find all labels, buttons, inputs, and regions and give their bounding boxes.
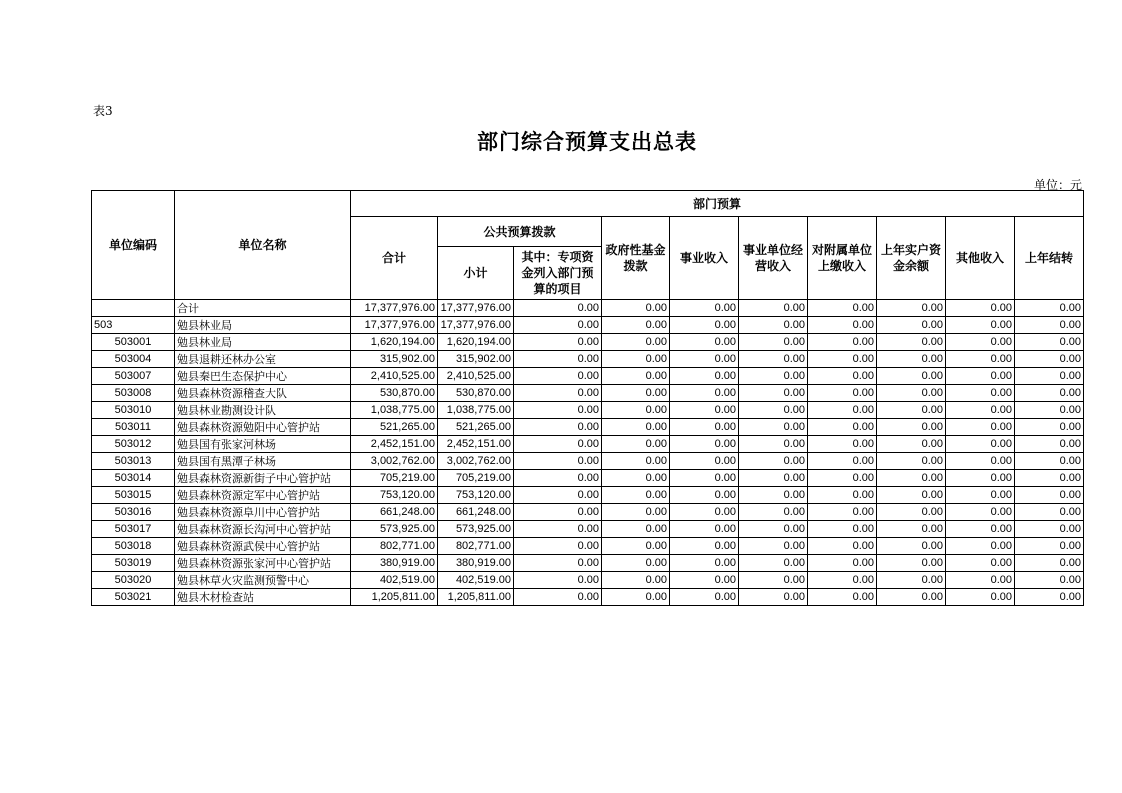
total-cell: 402,519.00 [351, 572, 438, 589]
career-income-cell: 0.00 [670, 402, 739, 419]
gov-fund-cell: 0.00 [602, 453, 670, 470]
special-items-cell: 0.00 [514, 572, 602, 589]
subtotal-cell: 1,620,194.00 [438, 334, 514, 351]
business-income-cell: 0.00 [739, 487, 808, 504]
special-items-cell: 0.00 [514, 436, 602, 453]
unit-code-cell: 503012 [92, 436, 175, 453]
unit-name-cell: 勉县森林资源勉阳中心管护站 [175, 419, 351, 436]
subsidiary-income-cell: 0.00 [808, 317, 877, 334]
total-cell: 1,620,194.00 [351, 334, 438, 351]
subtotal-cell: 530,870.00 [438, 385, 514, 402]
header-business-income: 事业单位经营收入 [739, 217, 808, 300]
career-income-cell: 0.00 [670, 385, 739, 402]
gov-fund-cell: 0.00 [602, 300, 670, 317]
table-row [92, 504, 1084, 521]
prior-balance-cell: 0.00 [877, 453, 946, 470]
other-income-cell: 0.00 [946, 487, 1015, 504]
other-income-cell: 0.00 [946, 402, 1015, 419]
business-income-cell: 0.00 [739, 436, 808, 453]
table-row [92, 453, 1084, 470]
table-row [92, 419, 1084, 436]
subsidiary-income-cell: 0.00 [808, 419, 877, 436]
total-cell: 1,038,775.00 [351, 402, 438, 419]
unit-name-cell: 勉县退耕还林办公室 [175, 351, 351, 368]
special-items-cell: 0.00 [514, 385, 602, 402]
other-income-cell: 0.00 [946, 419, 1015, 436]
subsidiary-income-cell: 0.00 [808, 300, 877, 317]
prior-balance-cell: 0.00 [877, 504, 946, 521]
unit-code-cell: 503020 [92, 572, 175, 589]
unit-code-cell: 503013 [92, 453, 175, 470]
special-items-cell: 0.00 [514, 487, 602, 504]
unit-name-cell: 勉县秦巴生态保护中心 [175, 368, 351, 385]
gov-fund-cell: 0.00 [602, 317, 670, 334]
career-income-cell: 0.00 [670, 521, 739, 538]
unit-code-cell: 503001 [92, 334, 175, 351]
unit-name-cell: 勉县林业勘测设计队 [175, 402, 351, 419]
total-cell: 573,925.00 [351, 521, 438, 538]
table-row [92, 487, 1084, 504]
header-unit-name: 单位名称 [175, 191, 351, 300]
gov-fund-cell: 0.00 [602, 555, 670, 572]
prior-balance-cell: 0.00 [877, 368, 946, 385]
total-cell: 521,265.00 [351, 419, 438, 436]
unit-name-cell: 勉县森林资源稽查大队 [175, 385, 351, 402]
carryover-cell: 0.00 [1015, 453, 1084, 470]
subtotal-cell: 17,377,976.00 [438, 300, 514, 317]
special-items-cell: 0.00 [514, 453, 602, 470]
carryover-cell: 0.00 [1015, 572, 1084, 589]
gov-fund-cell: 0.00 [602, 385, 670, 402]
subsidiary-income-cell: 0.00 [808, 572, 877, 589]
career-income-cell: 0.00 [670, 504, 739, 521]
subtotal-cell: 753,120.00 [438, 487, 514, 504]
total-cell: 705,219.00 [351, 470, 438, 487]
header-special-items: 其中：专项资金列入部门预算的项目 [514, 247, 602, 300]
unit-code-cell: 503018 [92, 538, 175, 555]
prior-balance-cell: 0.00 [877, 300, 946, 317]
special-items-cell: 0.00 [514, 368, 602, 385]
table-row [92, 572, 1084, 589]
business-income-cell: 0.00 [739, 453, 808, 470]
special-items-cell: 0.00 [514, 334, 602, 351]
other-income-cell: 0.00 [946, 334, 1015, 351]
header-public-budget: 公共预算拨款 [438, 217, 602, 247]
subtotal-cell: 661,248.00 [438, 504, 514, 521]
carryover-cell: 0.00 [1015, 436, 1084, 453]
table-row [92, 538, 1084, 555]
gov-fund-cell: 0.00 [602, 538, 670, 555]
subsidiary-income-cell: 0.00 [808, 368, 877, 385]
unit-name-cell: 勉县森林资源新街子中心管护站 [175, 470, 351, 487]
unit-code-cell: 503017 [92, 521, 175, 538]
header-subtotal: 小计 [438, 247, 514, 300]
gov-fund-cell: 0.00 [602, 419, 670, 436]
business-income-cell: 0.00 [739, 572, 808, 589]
carryover-cell: 0.00 [1015, 419, 1084, 436]
business-income-cell: 0.00 [739, 317, 808, 334]
unit-code-cell: 503016 [92, 504, 175, 521]
subsidiary-income-cell: 0.00 [808, 453, 877, 470]
subsidiary-income-cell: 0.00 [808, 385, 877, 402]
special-items-cell: 0.00 [514, 300, 602, 317]
table-number: 表3 [93, 104, 113, 118]
unit-name-cell: 勉县林业局 [175, 334, 351, 351]
carryover-cell: 0.00 [1015, 555, 1084, 572]
special-items-cell: 0.00 [514, 317, 602, 334]
career-income-cell: 0.00 [670, 368, 739, 385]
prior-balance-cell: 0.00 [877, 572, 946, 589]
unit-code-cell: 503007 [92, 368, 175, 385]
other-income-cell: 0.00 [946, 521, 1015, 538]
prior-balance-cell: 0.00 [877, 402, 946, 419]
business-income-cell: 0.00 [739, 402, 808, 419]
other-income-cell: 0.00 [946, 317, 1015, 334]
career-income-cell: 0.00 [670, 453, 739, 470]
prior-balance-cell: 0.00 [877, 555, 946, 572]
subsidiary-income-cell: 0.00 [808, 521, 877, 538]
table-row [92, 300, 1084, 317]
carryover-cell: 0.00 [1015, 334, 1084, 351]
other-income-cell: 0.00 [946, 589, 1015, 606]
carryover-cell: 0.00 [1015, 300, 1084, 317]
unit-code-cell: 503004 [92, 351, 175, 368]
subtotal-cell: 380,919.00 [438, 555, 514, 572]
carryover-cell: 0.00 [1015, 385, 1084, 402]
unit-code-cell: 503019 [92, 555, 175, 572]
subsidiary-income-cell: 0.00 [808, 538, 877, 555]
unit-code-cell: 503011 [92, 419, 175, 436]
total-cell: 17,377,976.00 [351, 317, 438, 334]
header-total: 合计 [351, 217, 438, 300]
business-income-cell: 0.00 [739, 385, 808, 402]
special-items-cell: 0.00 [514, 521, 602, 538]
prior-balance-cell: 0.00 [877, 334, 946, 351]
header-unit-code: 单位编码 [92, 191, 175, 300]
subsidiary-income-cell: 0.00 [808, 470, 877, 487]
header-dept-budget: 部门预算 [351, 191, 1084, 217]
business-income-cell: 0.00 [739, 419, 808, 436]
business-income-cell: 0.00 [739, 521, 808, 538]
subsidiary-income-cell: 0.00 [808, 402, 877, 419]
table-row [92, 317, 1084, 334]
subtotal-cell: 802,771.00 [438, 538, 514, 555]
subtotal-cell: 2,452,151.00 [438, 436, 514, 453]
table-row [92, 555, 1084, 572]
prior-balance-cell: 0.00 [877, 470, 946, 487]
total-cell: 802,771.00 [351, 538, 438, 555]
unit-code-cell: 503 [92, 317, 175, 334]
subsidiary-income-cell: 0.00 [808, 487, 877, 504]
unit-name-cell: 勉县森林资源长沟河中心管护站 [175, 521, 351, 538]
carryover-cell: 0.00 [1015, 538, 1084, 555]
career-income-cell: 0.00 [670, 572, 739, 589]
special-items-cell: 0.00 [514, 419, 602, 436]
career-income-cell: 0.00 [670, 334, 739, 351]
header-other-income: 其他收入 [946, 217, 1015, 300]
prior-balance-cell: 0.00 [877, 351, 946, 368]
gov-fund-cell: 0.00 [602, 334, 670, 351]
subtotal-cell: 573,925.00 [438, 521, 514, 538]
prior-balance-cell: 0.00 [877, 317, 946, 334]
business-income-cell: 0.00 [739, 334, 808, 351]
business-income-cell: 0.00 [739, 504, 808, 521]
carryover-cell: 0.00 [1015, 317, 1084, 334]
table-row [92, 436, 1084, 453]
carryover-cell: 0.00 [1015, 589, 1084, 606]
total-cell: 530,870.00 [351, 385, 438, 402]
career-income-cell: 0.00 [670, 300, 739, 317]
unit-name-cell: 勉县森林资源阜川中心管护站 [175, 504, 351, 521]
other-income-cell: 0.00 [946, 351, 1015, 368]
other-income-cell: 0.00 [946, 470, 1015, 487]
prior-balance-cell: 0.00 [877, 436, 946, 453]
special-items-cell: 0.00 [514, 555, 602, 572]
table-row [92, 589, 1084, 606]
total-cell: 3,002,762.00 [351, 453, 438, 470]
business-income-cell: 0.00 [739, 470, 808, 487]
table-header [92, 191, 1084, 300]
other-income-cell: 0.00 [946, 368, 1015, 385]
carryover-cell: 0.00 [1015, 351, 1084, 368]
subsidiary-income-cell: 0.00 [808, 351, 877, 368]
total-cell: 661,248.00 [351, 504, 438, 521]
header-career-income: 事业收入 [670, 217, 739, 300]
carryover-cell: 0.00 [1015, 402, 1084, 419]
total-cell: 17,377,976.00 [351, 300, 438, 317]
special-items-cell: 0.00 [514, 402, 602, 419]
business-income-cell: 0.00 [739, 555, 808, 572]
subtotal-cell: 315,902.00 [438, 351, 514, 368]
total-cell: 380,919.00 [351, 555, 438, 572]
career-income-cell: 0.00 [670, 419, 739, 436]
gov-fund-cell: 0.00 [602, 470, 670, 487]
carryover-cell: 0.00 [1015, 521, 1084, 538]
gov-fund-cell: 0.00 [602, 351, 670, 368]
table-row [92, 385, 1084, 402]
career-income-cell: 0.00 [670, 538, 739, 555]
business-income-cell: 0.00 [739, 538, 808, 555]
other-income-cell: 0.00 [946, 385, 1015, 402]
prior-balance-cell: 0.00 [877, 589, 946, 606]
carryover-cell: 0.00 [1015, 470, 1084, 487]
unit-name-cell: 勉县国有黑潭子林场 [175, 453, 351, 470]
unit-code-cell: 503021 [92, 589, 175, 606]
prior-balance-cell: 0.00 [877, 487, 946, 504]
other-income-cell: 0.00 [946, 538, 1015, 555]
other-income-cell: 0.00 [946, 572, 1015, 589]
business-income-cell: 0.00 [739, 589, 808, 606]
subtotal-cell: 705,219.00 [438, 470, 514, 487]
unit-name-cell: 勉县森林资源定军中心管护站 [175, 487, 351, 504]
gov-fund-cell: 0.00 [602, 368, 670, 385]
prior-balance-cell: 0.00 [877, 385, 946, 402]
unit-name-cell: 勉县国有张家河林场 [175, 436, 351, 453]
subsidiary-income-cell: 0.00 [808, 589, 877, 606]
unit-code-cell: 503010 [92, 402, 175, 419]
other-income-cell: 0.00 [946, 453, 1015, 470]
header-subsidiary-income: 对附属单位上缴收入 [808, 217, 877, 300]
table-row [92, 334, 1084, 351]
total-cell: 2,410,525.00 [351, 368, 438, 385]
prior-balance-cell: 0.00 [877, 538, 946, 555]
special-items-cell: 0.00 [514, 470, 602, 487]
unit-code-cell: 503008 [92, 385, 175, 402]
subtotal-cell: 17,377,976.00 [438, 317, 514, 334]
gov-fund-cell: 0.00 [602, 572, 670, 589]
prior-balance-cell: 0.00 [877, 521, 946, 538]
subtotal-cell: 1,038,775.00 [438, 402, 514, 419]
special-items-cell: 0.00 [514, 504, 602, 521]
carryover-cell: 0.00 [1015, 487, 1084, 504]
gov-fund-cell: 0.00 [602, 521, 670, 538]
special-items-cell: 0.00 [514, 538, 602, 555]
career-income-cell: 0.00 [670, 589, 739, 606]
career-income-cell: 0.00 [670, 351, 739, 368]
subtotal-cell: 3,002,762.00 [438, 453, 514, 470]
table-row [92, 470, 1084, 487]
subtotal-cell: 2,410,525.00 [438, 368, 514, 385]
career-income-cell: 0.00 [670, 317, 739, 334]
business-income-cell: 0.00 [739, 351, 808, 368]
subsidiary-income-cell: 0.00 [808, 504, 877, 521]
other-income-cell: 0.00 [946, 504, 1015, 521]
table-row [92, 402, 1084, 419]
subsidiary-income-cell: 0.00 [808, 334, 877, 351]
header-carryover: 上年结转 [1015, 217, 1084, 300]
subtotal-cell: 1,205,811.00 [438, 589, 514, 606]
gov-fund-cell: 0.00 [602, 504, 670, 521]
career-income-cell: 0.00 [670, 470, 739, 487]
total-cell: 315,902.00 [351, 351, 438, 368]
gov-fund-cell: 0.00 [602, 589, 670, 606]
gov-fund-cell: 0.00 [602, 487, 670, 504]
other-income-cell: 0.00 [946, 555, 1015, 572]
carryover-cell: 0.00 [1015, 504, 1084, 521]
total-cell: 753,120.00 [351, 487, 438, 504]
budget-expenditure-table [91, 190, 1084, 606]
unit-label: 单位：元 [1033, 178, 1082, 192]
subtotal-cell: 402,519.00 [438, 572, 514, 589]
prior-balance-cell: 0.00 [877, 419, 946, 436]
special-items-cell: 0.00 [514, 589, 602, 606]
page-title: 部门综合预算支出总表 [477, 130, 697, 154]
special-items-cell: 0.00 [514, 351, 602, 368]
subsidiary-income-cell: 0.00 [808, 555, 877, 572]
unit-name-cell: 勉县木材检查站 [175, 589, 351, 606]
unit-code-cell: 503014 [92, 470, 175, 487]
unit-name-cell: 勉县森林资源武侯中心管护站 [175, 538, 351, 555]
unit-name-cell: 勉县森林资源张家河中心管护站 [175, 555, 351, 572]
subtotal-cell: 521,265.00 [438, 419, 514, 436]
subsidiary-income-cell: 0.00 [808, 436, 877, 453]
unit-name-cell: 勉县林业局 [175, 317, 351, 334]
business-income-cell: 0.00 [739, 300, 808, 317]
gov-fund-cell: 0.00 [602, 402, 670, 419]
header-prior-balance: 上年实户资金余额 [877, 217, 946, 300]
business-income-cell: 0.00 [739, 368, 808, 385]
total-cell: 1,205,811.00 [351, 589, 438, 606]
unit-code-cell: 503015 [92, 487, 175, 504]
carryover-cell: 0.00 [1015, 368, 1084, 385]
unit-code-cell [92, 300, 175, 317]
table-body [92, 300, 1084, 606]
table-row [92, 351, 1084, 368]
unit-name-cell: 合计 [175, 300, 351, 317]
header-gov-fund: 政府性基金拨款 [602, 217, 670, 300]
career-income-cell: 0.00 [670, 436, 739, 453]
other-income-cell: 0.00 [946, 300, 1015, 317]
other-income-cell: 0.00 [946, 436, 1015, 453]
career-income-cell: 0.00 [670, 487, 739, 504]
career-income-cell: 0.00 [670, 555, 739, 572]
table-row [92, 368, 1084, 385]
gov-fund-cell: 0.00 [602, 436, 670, 453]
unit-name-cell: 勉县林草火灾监测预警中心 [175, 572, 351, 589]
total-cell: 2,452,151.00 [351, 436, 438, 453]
table-row [92, 521, 1084, 538]
